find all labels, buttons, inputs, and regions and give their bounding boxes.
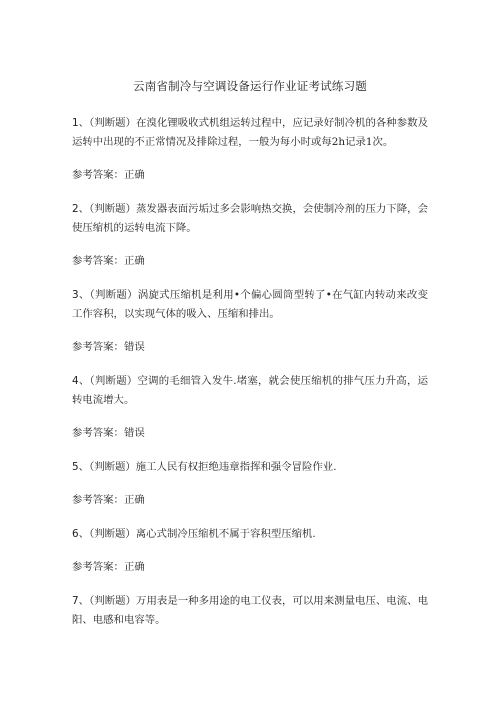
question-6 (72, 525, 428, 544)
answer-2 (72, 252, 428, 271)
question-type: （判断题） (89, 117, 137, 129)
answer-value: 正确 (123, 494, 145, 506)
answer-5 (72, 491, 428, 510)
answer-prefix: 参考答案： (72, 494, 124, 506)
question-type: （判断题） (89, 375, 138, 387)
question-5 (72, 458, 428, 477)
question-list (72, 114, 428, 630)
question-3 (72, 286, 428, 324)
question-type: （判断题） (89, 595, 137, 607)
answer-prefix: 参考答案： (72, 255, 124, 267)
question-text: 万用表是一种多用途的电工仪表，可以用来测量电压、电流、电阳、电感和电容等。 (72, 595, 428, 626)
question-type: （判断题） (89, 289, 138, 301)
question-number: 4、 (72, 375, 90, 387)
question-text: 蒸发器表面污垢过多会影响热交换，会使制冷剂的压力下降，会使压缩机的运转电流下降。 (72, 203, 428, 234)
question-number: 2、 (72, 203, 90, 215)
question-2 (72, 200, 428, 238)
question-text: 施工人民有权拒绝违章指挥和强令冒险作业. (135, 461, 337, 473)
question-number: 6、 (72, 528, 90, 540)
question-number: 1、 (72, 117, 90, 129)
question-1 (72, 114, 428, 152)
answer-value: 错误 (123, 427, 145, 439)
question-type: （判断题） (89, 461, 136, 473)
answer-4 (72, 424, 428, 443)
question-text: 在溴化锂吸收式机组运转过程中，应记录好制冷机的各种参数及运转中出现的不正常情况及排除过程，一般为每小时或每2h记录1次。 (72, 117, 428, 148)
answer-3 (72, 338, 428, 357)
answer-value: 正确 (123, 169, 145, 181)
question-number: 7、 (72, 595, 90, 607)
answer-prefix: 参考答案： (72, 341, 124, 353)
question-type: （判断题） (89, 528, 136, 540)
question-number: 3、 (72, 289, 90, 301)
answer-prefix: 参考答案： (72, 169, 124, 181)
question-type: （判断题） (89, 203, 137, 215)
answer-prefix: 参考答案： (72, 427, 124, 439)
answer-prefix: 参考答案： (72, 561, 124, 573)
answer-value: 正确 (123, 255, 145, 267)
answer-value: 错误 (123, 341, 145, 353)
answer-1 (72, 166, 428, 185)
answer-value: 正确 (123, 561, 145, 573)
question-text: 离心式制冷压缩机不属于容积型压缩机. (135, 528, 316, 540)
question-number: 5、 (72, 461, 90, 473)
question-text: 涡旋式压缩机是利用•个偏心圆筒型转了•在气缸内转动来改变工作容积，以实现气体的吸入、压缩和排出。 (72, 289, 428, 320)
question-4 (72, 372, 428, 410)
document-title: 云南省制冷与空调设备运行作业证考试练习题 (133, 79, 367, 93)
answer-6 (72, 558, 428, 577)
question-text: 空调的毛细管入发牛.堵塞，就会使压缩机的排气压力升高，运转电流增大。 (72, 375, 428, 406)
question-7 (72, 592, 428, 630)
